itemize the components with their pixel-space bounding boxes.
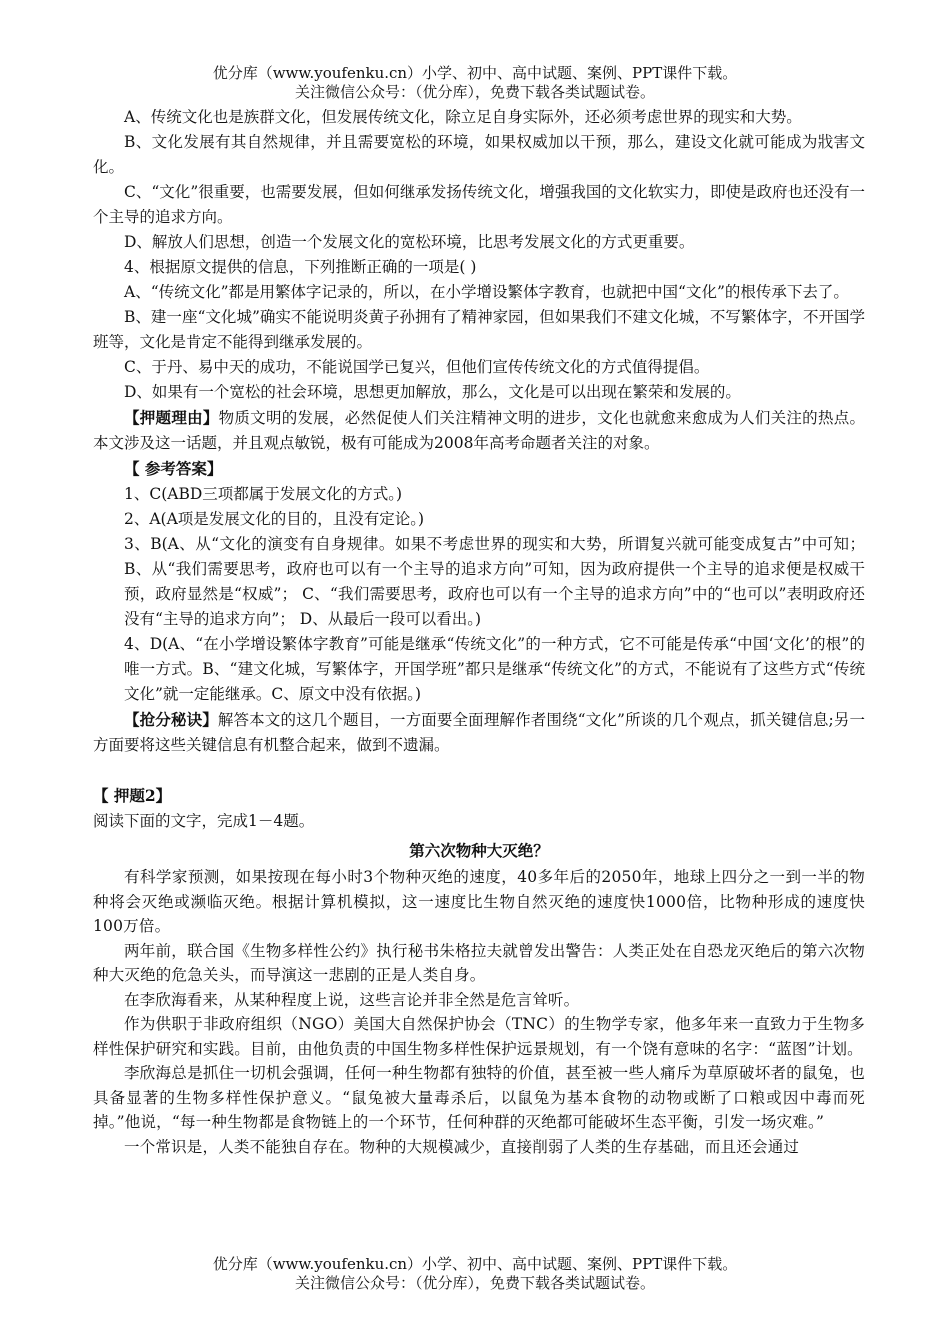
header-line-1: 优分库（www.youfenku.cn）小学、初中、高中试题、案例、PPT课件下载。 [212, 64, 738, 82]
answers-label: 【 参考答案】 [124, 459, 223, 478]
article-body [93, 865, 865, 1159]
answers-heading [93, 456, 865, 482]
reason-paragraph [93, 405, 865, 456]
reason-text: 物质文明的发展，必然促使人们关注精神文明的进步，文化也就愈来愈成为人们关注的热点。本文涉及这一话题，并且观点敏锐，极有可能成为2008年高考命题者关注的对象。 [93, 409, 865, 452]
q4-option-d: D、如果有一个宽松的社会环境，思想更加解放，那么，文化是可以出现在繁荣和发展的。 [124, 383, 741, 401]
reason-label: 【押题理由】 [124, 408, 219, 427]
answer-3: 3、B(A、从“文化的演变有自身规律。如果不考虑世界的现实和大势，所谓复兴就可能变成复古”中可知；B、从“我们需要思考，政府也可以有一个主导的追求方向”可知，因为政府提供一个主导的追求便是权威干预，政府显然是“权威”； C、“我们需要思考，政府也可以有一个主导的追求方向”中的“也可以”表明政府还没有“主导的追求方向”； D、从最后一段可以看出。) [124, 535, 865, 628]
article-paragraph: 李欣海总是抓住一切机会强调，任何一种生物都有独特的价值，甚至被一些人痛斥为草原破坏者的鼠兔，也具备显著的生物多样性保护意义。“鼠兔被大量毒杀后，以鼠兔为基本食物的动物或断了口粮或因中毒而死掉。”他说，“每一种生物都是食物链上的一个环节，任何种群的灭绝都可能破坏生态平衡，引发一场灾难。” [93, 1064, 865, 1131]
document-body [93, 105, 865, 1159]
q3-option-c: C、“文化”很重要，也需要发展，但如何继承发扬传统文化，增强我国的文化软实力，即使是政府也还没有一个主导的追求方向。 [93, 183, 865, 226]
answer-2: 2、A(A项是发展文化的目的，且没有定论。) [124, 510, 425, 528]
tips-paragraph [93, 707, 865, 758]
article-paragraph: 有科学家预测，如果按现在每小时3个物种灭绝的速度，40多年后的2050年，地球上四分之一到一半的物种将会灭绝或濒临灭绝。根据计算机模拟，这一速度比生物自然灭绝的速度快1000倍，比物种形成的速度快100万倍。 [93, 868, 865, 935]
q4-option-b: B、建一座“文化城”确实不能说明炎黄子孙拥有了精神家园，但如果我们不建文化城，不写繁体字，不开国学班等，文化是肯定不能得到继承发展的。 [93, 308, 865, 351]
footer-line-1: 优分库（www.youfenku.cn）小学、初中、高中试题、案例、PPT课件下载。 [212, 1255, 738, 1273]
article-title: 第六次物种大灭绝？ [409, 841, 549, 860]
spacer [93, 758, 865, 783]
article-paragraph: 作为供职于非政府组织（NGO）美国大自然保护协会（TNC）的生物学专家，他多年来一直致力于生物多样性保护研究和实践。目前，由他负责的中国生物多样性保护远景规划，有一个饶有意味的名字：“蓝图”计划。 [93, 1015, 865, 1058]
page-footer [0, 1255, 950, 1293]
answer-4: 4、D(A、“在小学增设繁体字教育”可能是继承“传统文化”的一种方式，它不可能是传承“中国‘文化’的根”的唯一方式。B、“建文化城，写繁体字，开国学班”都只是继承“传统文化”的方式，不能说有了这些方式“传统文化”就一定能继承。C、原文中没有依据。) [124, 635, 865, 703]
q3-option-b: B、文化发展有其自然规律，并且需要宽松的环境，如果权威加以干预，那么，建设文化就可能成为戕害文化。 [93, 133, 865, 176]
tips-text: 解答本文的这几个题目，一方面要全面理解作者围绕“文化”所谈的几个观点，抓关键信息;另一方面要将这些关键信息有机整合起来，做到不遗漏。 [93, 711, 865, 754]
section2-instruction: 阅读下面的文字，完成1－4题。 [93, 812, 315, 830]
article-paragraph: 两年前，联合国《生物多样性公约》执行秘书朱格拉夫就曾发出警告：人类正处在自恐龙灭绝后的第六次物种大灭绝的危急关头，而导演这一悲剧的正是人类自身。 [93, 941, 865, 984]
q4-option-a: A、“传统文化”都是用繁体字记录的，所以，在小学增设繁体字教育，也就把中国“文化”的根传承下去了。 [124, 283, 849, 301]
article-paragraph: 一个常识是，人类不能独自存在。物种的大规模减少，直接削弱了人类的生存基础，而且还会通过 [124, 1137, 800, 1156]
tips-label: 【抢分秘诀】 [124, 710, 218, 729]
header-line-2: 关注微信公众号：（优分库），免费下载各类试题试卷。 [294, 83, 655, 101]
page-header [0, 64, 950, 102]
q4-option-c: C、于丹、易中天的成功，不能说国学已复兴，但他们宣传传统文化的方式值得提倡。 [124, 358, 710, 376]
q3-option-d: D、解放人们思想，创造一个发展文化的宽松环境，比思考发展文化的方式更重要。 [124, 233, 695, 251]
q3-option-a: A、传统文化也是族群文化，但发展传统文化，除立足自身实际外，还必须考虑世界的现实和大势。 [124, 108, 802, 126]
section2-heading [93, 783, 865, 809]
q4-stem: 4、根据原文提供的信息，下列推断正确的一项是( ) [124, 258, 477, 276]
section2-label: 【 押题2】 [93, 786, 172, 805]
footer-line-2: 关注微信公众号：（优分库），免费下载各类试题试卷。 [294, 1274, 655, 1292]
answer-1: 1、C(ABD三项都属于发展文化的方式。) [124, 485, 403, 503]
article-paragraph: 在李欣海看来，从某种程度上说，这些言论并非全然是危言耸听。 [124, 990, 580, 1009]
